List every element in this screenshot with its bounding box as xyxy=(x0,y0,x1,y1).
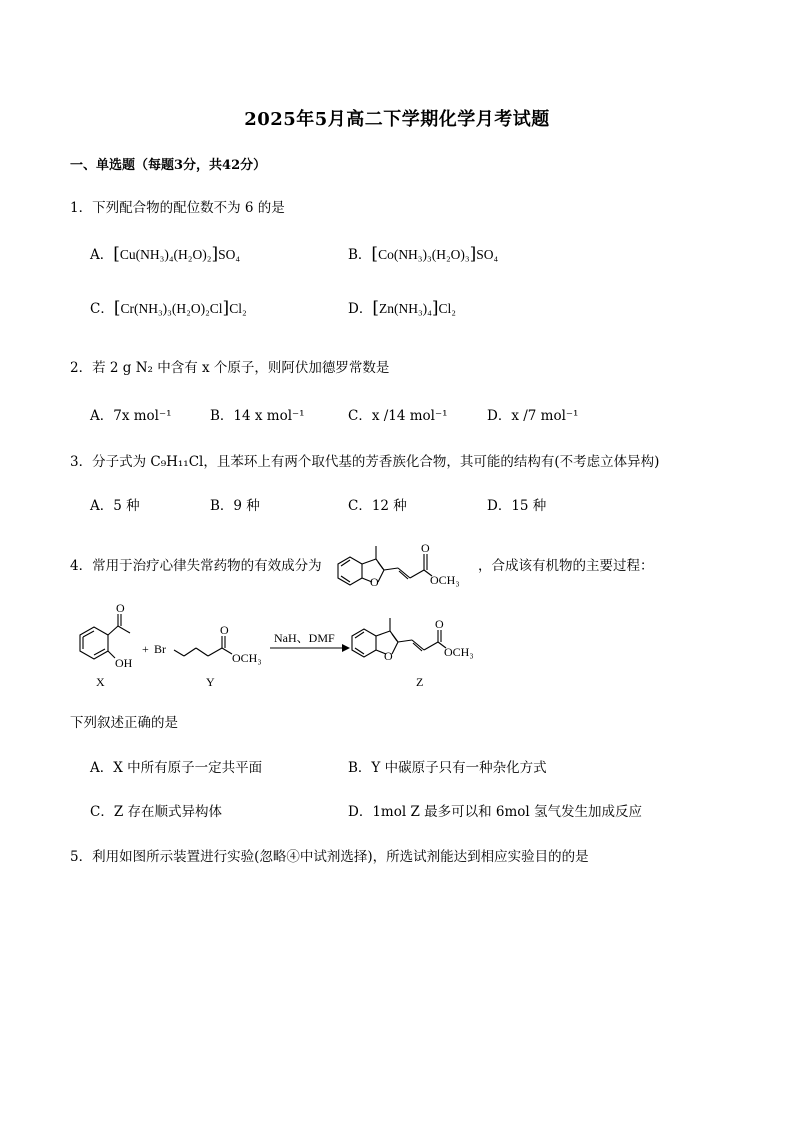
q1-d-label: D． xyxy=(348,301,373,317)
z-ring-o: O xyxy=(384,649,393,663)
q4-option-c: C．Z 存在顺式异构体 xyxy=(90,804,223,820)
q1-option-a: A．[Cu(NH₃)₄(H₂O)₂]SO₄ xyxy=(90,244,241,264)
label-x: X xyxy=(96,675,105,689)
q2-stem: 2．若 2 g N₂ 中含有 x 个原子，则阿伏加德罗常数是 xyxy=(70,360,390,376)
q1-d-formula: Zn(NH₃)₄ xyxy=(378,301,432,316)
section-heading: 一、单选题（每题3分，共42分） xyxy=(70,158,267,173)
x-carbonyl-o: O xyxy=(116,601,125,615)
reaction-scheme xyxy=(60,600,500,690)
q1-option-b: B．[Co(NH₃)₃(H₂O)₃]SO₄ xyxy=(348,244,499,264)
target-carbonyl-o: O xyxy=(421,541,430,555)
target-ring-o: O xyxy=(370,575,379,589)
y-carbonyl-o: O xyxy=(220,623,229,637)
arrow-head-icon xyxy=(342,644,350,652)
target-och3: OCH₃ xyxy=(430,573,460,587)
label-y: Y xyxy=(206,675,215,689)
label-z: Z xyxy=(416,675,424,689)
q1-b-tail: SO₄ xyxy=(476,247,499,262)
q3-option-d: D．15 种 xyxy=(487,498,547,514)
q3-option-b: B．9 种 xyxy=(210,498,260,514)
q4-option-d: D．1mol Z 最多可以和 6mol 氢气发生加成反应 xyxy=(348,804,643,820)
q4-stem-pre: 4．常用于治疗心律失常药物的有效成分为 xyxy=(70,558,322,574)
q4-option-b: B．Y 中碳原子只有一种杂化方式 xyxy=(348,760,547,776)
q3-option-a: A．5 种 xyxy=(90,498,140,514)
q1-d-tail: Cl₂ xyxy=(438,301,456,316)
x-oh: OH xyxy=(115,656,133,670)
plus-sign: + xyxy=(142,642,149,656)
q2-option-a: A．7x mol⁻¹ xyxy=(90,408,172,424)
q1-c-tail: Cl₂ xyxy=(229,301,247,316)
q1-a-tail: SO₄ xyxy=(218,247,241,262)
q2-option-c: C．x /14 mol⁻¹ xyxy=(348,408,448,424)
z-carbonyl-o: O xyxy=(435,617,444,631)
q3-stem: 3．分子式为 C₉H₁₁Cl，且苯环上有两个取代基的芳香族化合物，其可能的结构有(不考虑立体异构) xyxy=(70,454,660,470)
q1-c-formula: Cr(NH₃)₃(H₂O)₂Cl xyxy=(120,301,223,316)
q2-option-d: D．x /7 mol⁻¹ xyxy=(487,408,579,424)
q4-option-a: A．X 中所有原子一定共平面 xyxy=(90,760,263,776)
q3-option-c: C．12 种 xyxy=(348,498,407,514)
q1-option-d: D．[Zn(NH₃)₄]Cl₂ xyxy=(348,298,456,318)
z-och3: OCH₃ xyxy=(444,645,474,659)
q1-a-label: A． xyxy=(90,247,114,263)
y-br: Br xyxy=(154,642,166,656)
q1-b-formula: Co(NH₃)₃(H₂O)₃ xyxy=(378,247,470,262)
q2-option-b: B．14 x mol⁻¹ xyxy=(210,408,305,424)
y-och3: OCH₃ xyxy=(232,651,262,665)
q5-stem: 5．利用如图所示装置进行实验(忽略④中试剂选择)，所选试剂能达到相应实验目的的是 xyxy=(70,849,589,865)
q1-a-formula: Cu(NH₃)₄(H₂O)₂ xyxy=(119,247,212,262)
q1-stem: 1．下列配合物的配位数不为 6 的是 xyxy=(70,200,285,216)
page-title: 2025年5月高二下学期化学月考试题 xyxy=(244,109,550,130)
q1-b-label: B． xyxy=(348,247,372,263)
q1-c-label: C． xyxy=(90,301,114,317)
q4-prompt: 下列叙述正确的是 xyxy=(70,715,178,731)
q1-option-c: C．[Cr(NH₃)₃(H₂O)₂Cl]Cl₂ xyxy=(90,298,247,318)
target-molecule-structure xyxy=(328,540,478,590)
q4-stem-post: ，合成该有机物的主要过程： xyxy=(478,558,654,574)
reaction-reagent: NaH、DMF xyxy=(274,631,335,645)
